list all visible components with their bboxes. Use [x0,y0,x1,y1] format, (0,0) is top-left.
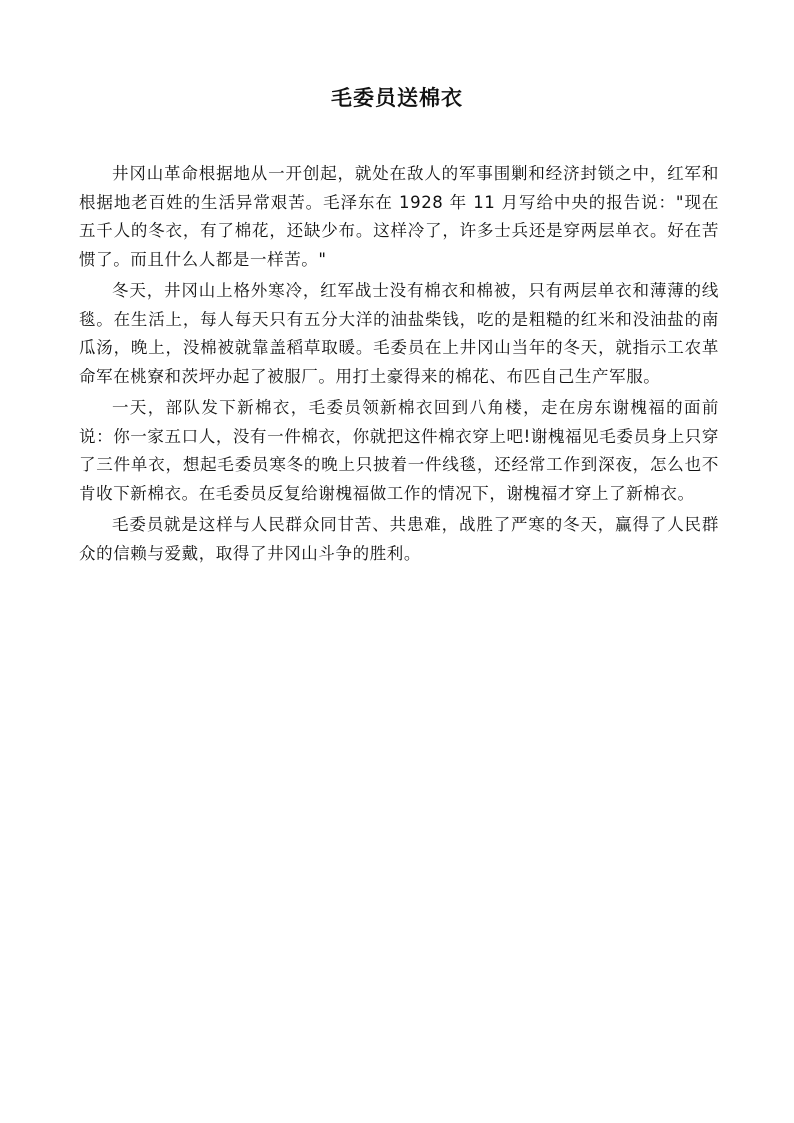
document-title: 毛委员送棉衣 [331,86,463,110]
document-body [79,160,719,568]
paragraph-2: 冬天，井冈山上格外寒冷，红军战士没有棉衣和棉被，只有两层单衣和薄薄的线毯。在生活上，每人每天只有五分大洋的油盐柴钱，吃的是粗糙的红米和没油盐的南瓜汤，晚上，没棉被就靠盖稻草取暖。毛委员在上井冈山当年的冬天，就指示工农革命军在桃寮和茨坪办起了被服厂。用打土豪得来的棉花、布匹自己生产军服。 [79,281,719,386]
paragraph-1: 井冈山革命根据地从一开创起，就处在敌人的军事围剿和经济封锁之中，红军和根据地老百姓的生活异常艰苦。毛泽东在 1928 年 11 月写给中央的报告说："现在五千人的冬衣，有了棉花，还缺少布。这样冷了，许多士兵还是穿两层单衣。好在苦惯了。而且什么人都是一样苦。" [79,164,719,269]
paragraph-4: 毛委员就是这样与人民群众同甘苦、共患难，战胜了严寒的冬天，赢得了人民群众的信赖与爱戴，取得了井冈山斗争的胜利。 [79,515,719,563]
paragraph-3: 一天，部队发下新棉衣，毛委员领新棉衣回到八角楼，走在房东谢槐福的面前说：你一家五口人，没有一件棉衣，你就把这件棉衣穿上吧!谢槐福见毛委员身上只穿了三件单衣，想起毛委员寒冬的晚上只披着一件线毯，还经常工作到深夜，怎么也不肯收下新棉衣。在毛委员反复给谢槐福做工作的情况下，谢槐福才穿上了新棉衣。 [79,398,719,503]
